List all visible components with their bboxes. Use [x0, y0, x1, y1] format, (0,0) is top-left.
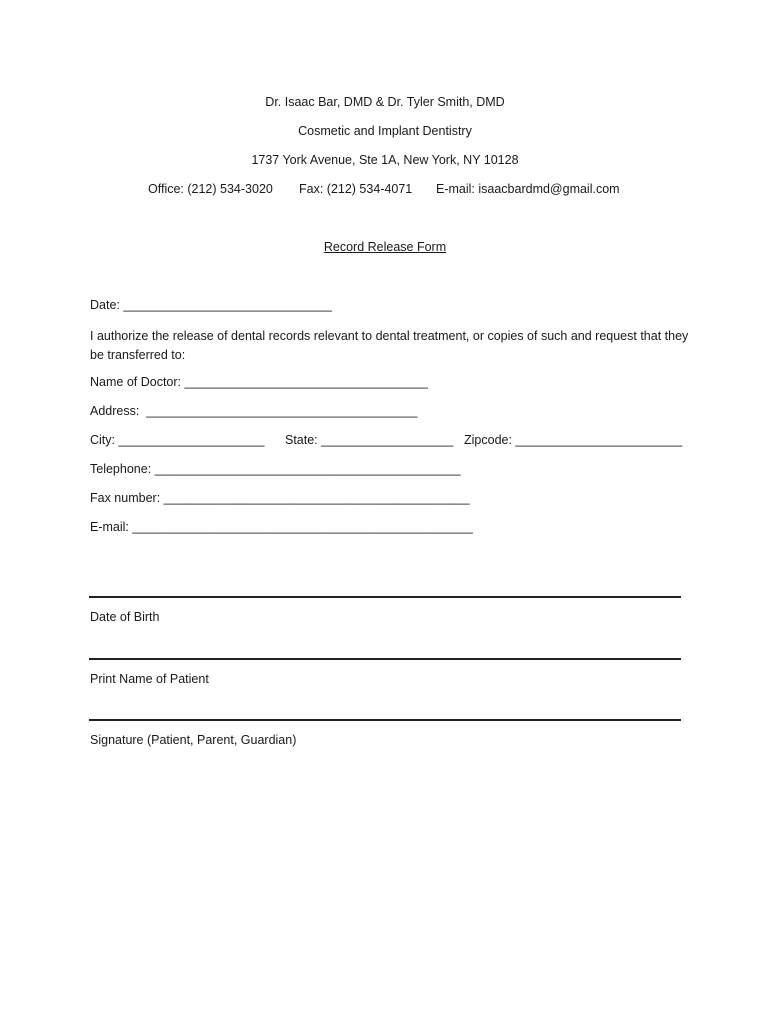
address-line: 1737 York Avenue, Ste 1A, New York, NY 10128 — [251, 153, 519, 167]
date-of-birth-label: Date of Birth — [90, 610, 160, 624]
office-phone: Office: (212) 534-3020 — [148, 182, 273, 196]
telephone-field[interactable]: Telephone: ____________________________________________ — [90, 462, 461, 476]
address-field[interactable]: Address: _______________________________________ — [90, 404, 418, 418]
print-name-label: Print Name of Patient — [90, 672, 209, 686]
authorization-text: I authorize the release of dental records relevant to dental treatment, or copies of such and request that they be transferred to: — [90, 329, 689, 362]
email-field[interactable]: E-mail: _________________________________________________ — [90, 520, 474, 534]
doctor-name-field[interactable]: Name of Doctor: ___________________________________ — [90, 375, 428, 389]
doctors-line: Dr. Isaac Bar, DMD & Dr. Tyler Smith, DMD — [265, 95, 505, 109]
fax-phone: Fax: (212) 534-4071 — [299, 182, 413, 196]
city-field[interactable]: City: _____________________ — [90, 433, 265, 447]
date-of-birth-line[interactable] — [89, 596, 681, 598]
signature-line[interactable] — [89, 719, 681, 721]
signature-label: Signature (Patient, Parent, Guardian) — [90, 733, 297, 747]
form-title: Record Release Form — [323, 240, 447, 254]
state-field[interactable]: State: ___________________ — [285, 433, 454, 447]
print-name-line[interactable] — [89, 658, 681, 660]
practice-line: Cosmetic and Implant Dentistry — [298, 124, 472, 138]
zipcode-field[interactable]: Zipcode: ________________________ — [464, 433, 683, 447]
contact-email: E-mail: isaacbardmd@gmail.com — [436, 182, 620, 196]
fax-number-field[interactable]: Fax number: ____________________________________________ — [90, 491, 470, 505]
date-field[interactable]: Date: ______________________________ — [90, 298, 332, 312]
